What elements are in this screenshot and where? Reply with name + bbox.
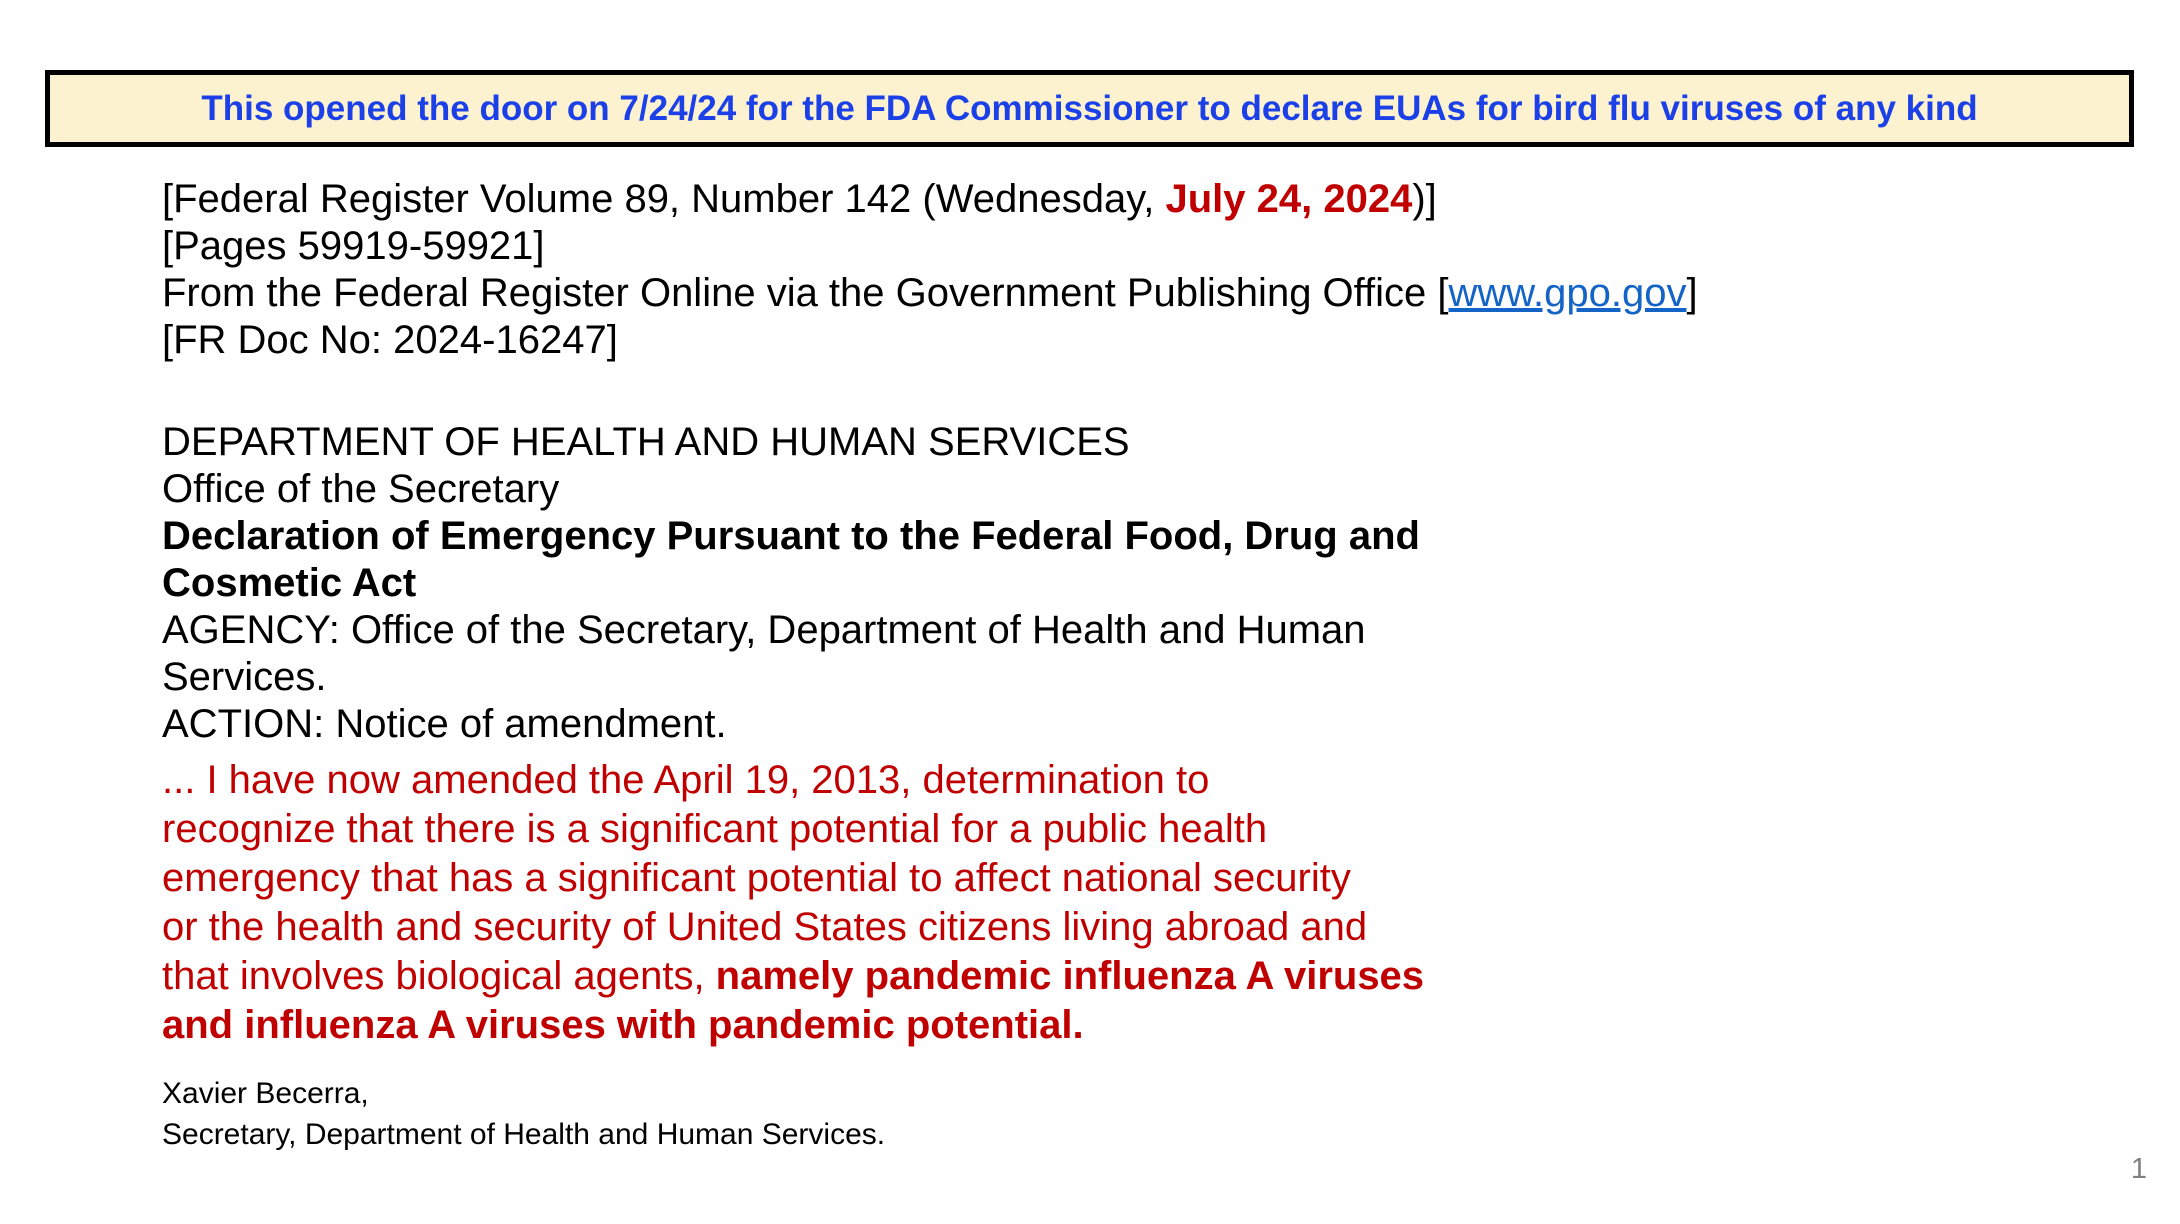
fr-doc-number-line: [FR Doc No: 2024-16247]: [162, 318, 618, 362]
quote-line-6: and influenza A viruses with pandemic potential.: [162, 1003, 1084, 1047]
annotation-banner: [45, 70, 2134, 147]
signature: [162, 1073, 885, 1155]
federal-register-header: [162, 176, 1698, 364]
action-line: ACTION: Notice of amendment.: [162, 702, 727, 746]
quote-line-5-regular: that involves biological agents,: [162, 954, 716, 998]
amendment-quote: [162, 756, 1424, 1050]
notice-block: [162, 419, 1420, 748]
notice-title-line2: Cosmetic Act: [162, 561, 417, 605]
signatory-title: Secretary, Department of Health and Human Services.: [162, 1118, 886, 1151]
quote-line-5-bold: namely pandemic influenza A viruses: [715, 954, 1425, 998]
quote-line-3: emergency that has a significant potential to affect national security: [162, 856, 1351, 900]
notice-title-line1: Declaration of Emergency Pursuant to the Federal Food, Drug and: [162, 514, 1420, 558]
fr-pages-line: [Pages 59919-59921]: [162, 224, 545, 268]
annotation-banner-text: This opened the door on 7/24/24 for the FDA Commissioner to declare EUAs for bird flu viruses of any kind: [201, 88, 1978, 128]
fr-volume-line: [162, 176, 1698, 223]
fr-source-line: [162, 270, 1698, 317]
fr-volume-close: )]: [1412, 177, 1437, 221]
fr-date: July 24, 2024: [1165, 177, 1413, 221]
signatory-name: Xavier Becerra,: [162, 1077, 369, 1110]
quote-line-4: or the health and security of United States citizens living abroad and: [162, 905, 1368, 949]
fr-volume-text: [Federal Register Volume 89, Number 142 (Wednesday,: [162, 177, 1166, 221]
fr-source-text: From the Federal Register Online via the Government Publishing Office [: [162, 271, 1449, 315]
agency-line1: AGENCY: Office of the Secretary, Department of Health and Human: [162, 608, 1366, 652]
department-line: DEPARTMENT OF HEALTH AND HUMAN SERVICES: [162, 420, 1130, 464]
quote-line-5: [162, 952, 1424, 1001]
quote-line-1: ... I have now amended the April 19, 2013, determination to: [162, 758, 1210, 802]
office-line: Office of the Secretary: [162, 467, 560, 511]
agency-line2: Services.: [162, 655, 327, 699]
fr-source-close: ]: [1686, 271, 1698, 315]
page-number: 1: [2130, 1153, 2147, 1185]
quote-line-2: recognize that there is a significant potential for a public health: [162, 807, 1268, 851]
gpo-link[interactable]: www.gpo.gov: [1448, 271, 1687, 315]
